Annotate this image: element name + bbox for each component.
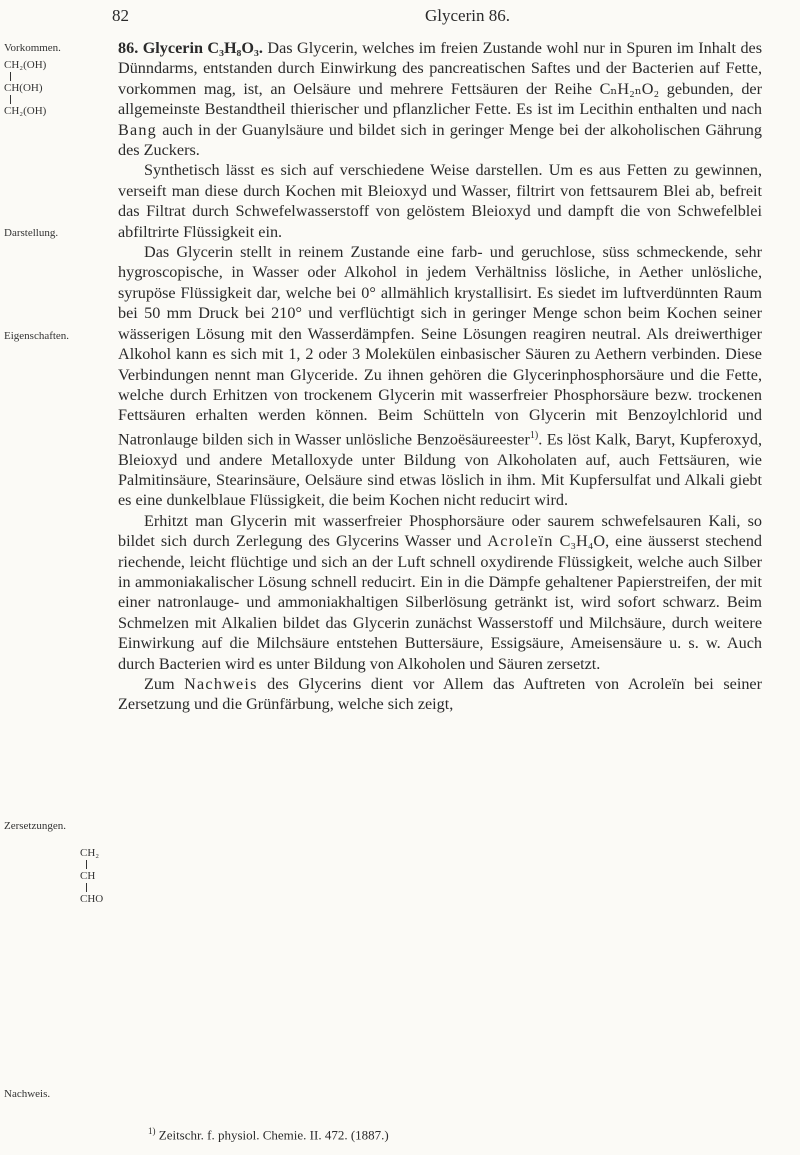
bond-line [86,860,87,869]
paragraph-text: Das Glycerin stellt in reinem Zustande eine farb- und geruchlose, süss schmeckende, sehr hygroscopische, in Wasser oder Alkohol in jedem Verhältniss lösliche, in Aether unlösliche, syrupöse Flüssigkeit dar, welche bei 0° allmählich krystallisirt. Es siedet im luftverdünnten Raum bei 50 mm Druck bei 210° und verflüchtigt sich in geringer Menge schon beim Kochen seiner wässerigen Lösung mit den Wasserdämpfen. Seine Lösungen reagiren neutral. Als dreiwerthiger Alkohol kann es sich mit 1, 2 oder 3 Molekülen einbasischer Säuren zu Aethern verbinden. Diese Verbindungen nennt man Glyceride. Zu ihnen gehören die Glycerinphosphorsäure und die Fette, welche durch Erhitzen von trockenem Glycerin mit wasserfreier Phosphorsäure bezw. trockenen Fettsäuren erhalten werden können. Beim Schütteln von Glycerin mit Benzoylchlorid und Natronlauge bilden sich in Wasser unlösliche Benzoësäureester [118,243,762,449]
footnote [148,1126,389,1143]
main-text [118,38,762,715]
formula-line: CH₂(OH) [4,105,47,117]
footnote-text: Zeitschr. f. physiol. Chemie. II. 472. (1887.) [158,1127,389,1143]
page-number: 82 [112,6,129,25]
paragraph-text: C₃H₄O, eine äusserst stechend riechende, leicht flüchtige und sich an der Luft schnell oxydirende Flüssigkeit, welche auch Silber in ammoniakalischer Lösung schnell reducirt. Ein in die Dämpfe gehaltener Papierstreifen, der mit einer natronlauge- und ammoniakhaltigen Silberlösung getränkt ist, wird sofort schwarz. Beim Schmelzen mit Alkalien bildet das Glycerin zunächst Wasserstoff und Milchsäure, durch weitere Einwirkung auf die Milchsäure entstehen Buttersäure, Essigsäure, Ameisensäure u. s. w. Auch durch Bacterien wird es unter Bildung von Alkoholen und Säuren zersetzt. [118,532,763,673]
footnote-marker: 1) [148,1126,156,1136]
paragraph-text: Erhitzt man Glycerin mit wasserfreier Phosphorsäure oder saurem schwefelsauren Kali, so bildet sich durch Zerlegung des Glycerins Wasser und [118,511,762,551]
margin-note-vorkommen: Vorkommen. [4,42,61,54]
section-heading: 86. Glycerin C₃H₈O₃. [118,39,263,57]
formula-line: CH₂ [80,847,100,859]
author-name: Bang [118,120,157,139]
formula-line: CH [80,870,96,882]
glycerin-structural-formula [4,58,46,118]
margin-note-darstellung: Darstellung. [4,227,59,239]
paragraph-vorkommen [118,38,762,160]
formula-line: CHO [80,893,104,905]
paragraph-zersetzungen [118,511,762,674]
acrolein-structural-formula [80,846,103,906]
paragraph-text: auch in der Guanylsäure und bildet sich in geringer Menge bei der alkoholischen Gährung des Zuckers. [118,120,762,160]
bond-line [86,883,87,892]
margin-note-nachweis: Nachweis. [4,1088,51,1100]
margin-note-zersetzungen: Zersetzungen. [4,820,66,832]
running-title: Glycerin 86. [425,6,510,25]
paragraph-text: des Glycerins dient vor Allem das Auftreten von Acroleïn bei seiner Zersetzung und die Grünfärbung, welche sich zeigt, [118,674,763,714]
term-acrolein: Acroleïn [487,532,554,551]
paragraph-text: . Es löst Kalk, Baryt, Kupferoxyd, Bleioxyd und andere Metalloxyde unter Bildung von Alkoholaten auf, auch Fettsäuren, wie Palmitinsäure, Stearinsäure, Oelsäure sind etwas löslich in ihm. Mit Kupfersulfat und Alkali giebt es eine dunkelblaue Flüssigkeit, die beim Kochen nicht reducirt wird. [118,430,762,510]
paragraph-text: Zum [144,674,175,693]
formula-line: CH(OH) [4,82,43,94]
paragraph-darstellung: Synthetisch lässt es sich auf verschiedene Weise darstellen. Um es aus Fetten zu gewinnen, verseift man diese durch Kochen mit Bleioxyd und Wasser, filtrirt von fettsaurem Blei ab, befreit das Filtrat durch Schwefelwasserstoff von gelöstem Bleioxyd und dampft die von Schwefelblei abfiltrirte Flüssigkeit ein. [118,161,762,241]
bond-line [10,72,11,81]
margin-note-eigenschaften: Eigenschaften. [4,330,70,342]
footnote-reference[interactable]: 1) [529,429,539,441]
paragraph-nachweis [118,674,762,715]
paragraph-text: Das Glycerin, welches im freien Zustande wohl nur in Spuren im Inhalt des Dünndarms, entstanden durch Einwirkung des pancreatischen Saftes und der Bacterien auf Fette, vorkommen mag, ist, an Oelsäure und mehrere Fettsäuren der Reihe CₙH₂ₙO₂ gebunden, der allgemeinste Bestandtheil thierischer und pflanzlicher Fette. Es ist im Lecithin enthalten und nach [118,39,763,119]
bond-line [10,95,11,104]
term-nachweis: Nachweis [184,674,258,693]
paragraph-eigenschaften [118,242,762,511]
page-header [0,6,800,28]
formula-line: CH₂(OH) [4,59,47,71]
